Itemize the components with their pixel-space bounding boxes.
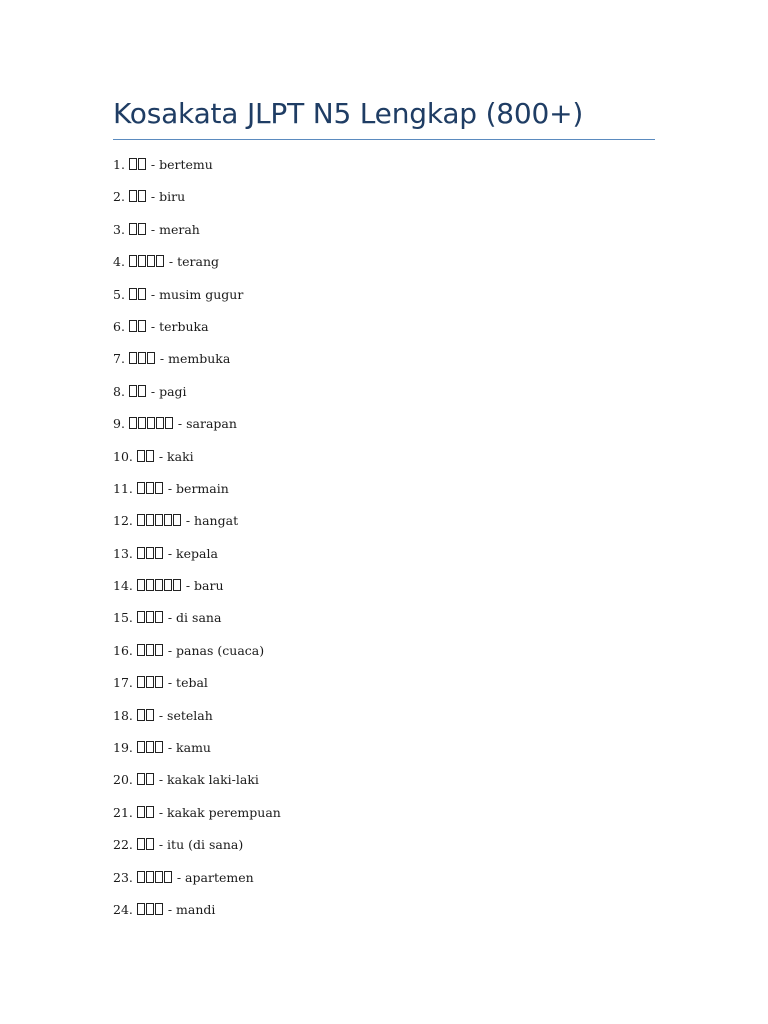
vocab-number: 12. bbox=[113, 513, 133, 529]
vocab-number: 3. bbox=[113, 221, 125, 237]
vocab-number: 21. bbox=[113, 804, 133, 820]
vocab-number: 19. bbox=[113, 740, 133, 756]
vocab-number: 11. bbox=[113, 480, 133, 496]
vocab-meaning: - kepala bbox=[167, 545, 218, 561]
missing-glyph-icon bbox=[129, 189, 147, 204]
vocab-meaning: - kakak laki-laki bbox=[158, 772, 259, 788]
vocab-item bbox=[113, 901, 655, 933]
vocab-item bbox=[113, 188, 655, 220]
vocab-item bbox=[113, 318, 655, 350]
missing-glyph-icon bbox=[137, 675, 164, 690]
vocab-number: 20. bbox=[113, 772, 133, 788]
vocab-number: 16. bbox=[113, 642, 133, 658]
vocab-meaning: - kamu bbox=[167, 740, 211, 756]
vocab-number: 8. bbox=[113, 383, 125, 399]
missing-glyph-icon bbox=[137, 837, 155, 852]
missing-glyph-icon bbox=[137, 481, 164, 496]
vocab-meaning: - terang bbox=[168, 254, 220, 270]
vocab-meaning: - apartemen bbox=[176, 869, 254, 885]
missing-glyph-icon bbox=[129, 351, 156, 366]
vocab-meaning: - itu (di sana) bbox=[158, 837, 244, 853]
vocab-meaning: - mandi bbox=[167, 901, 216, 917]
missing-glyph-icon bbox=[137, 870, 173, 885]
missing-glyph-icon bbox=[129, 384, 147, 399]
vocab-number: 24. bbox=[113, 901, 133, 917]
missing-glyph-icon bbox=[129, 157, 147, 172]
missing-glyph-icon bbox=[137, 546, 164, 561]
vocab-item bbox=[113, 771, 655, 803]
vocab-item bbox=[113, 609, 655, 641]
vocab-meaning: - membuka bbox=[159, 351, 231, 367]
vocab-number: 22. bbox=[113, 837, 133, 853]
vocab-meaning: - bertemu bbox=[150, 157, 213, 172]
vocab-meaning: - di sana bbox=[167, 610, 222, 626]
vocab-meaning: - merah bbox=[150, 221, 200, 237]
vocab-item bbox=[113, 350, 655, 382]
vocab-item bbox=[113, 739, 655, 771]
vocab-number: 18. bbox=[113, 707, 133, 723]
vocabulary-list bbox=[113, 156, 655, 933]
vocab-item bbox=[113, 415, 655, 447]
vocab-item bbox=[113, 642, 655, 674]
missing-glyph-icon bbox=[137, 643, 164, 658]
vocab-number: 9. bbox=[113, 416, 125, 432]
vocab-number: 1. bbox=[113, 157, 125, 172]
missing-glyph-icon bbox=[137, 740, 164, 755]
vocab-meaning: - tebal bbox=[167, 675, 208, 691]
vocab-meaning: - setelah bbox=[158, 707, 213, 723]
missing-glyph-icon bbox=[137, 610, 164, 625]
title-underline bbox=[113, 139, 655, 140]
missing-glyph-icon bbox=[137, 805, 155, 820]
missing-glyph-icon bbox=[129, 222, 147, 237]
vocab-item bbox=[113, 577, 655, 609]
vocab-meaning: - bermain bbox=[167, 480, 229, 496]
vocab-item bbox=[113, 512, 655, 544]
missing-glyph-icon bbox=[129, 319, 147, 334]
vocab-number: 5. bbox=[113, 286, 125, 302]
document-page bbox=[113, 92, 655, 933]
missing-glyph-icon bbox=[129, 254, 165, 269]
vocab-item bbox=[113, 448, 655, 480]
missing-glyph-icon bbox=[137, 902, 164, 917]
vocab-number: 17. bbox=[113, 675, 133, 691]
vocab-item bbox=[113, 383, 655, 415]
vocab-number: 4. bbox=[113, 254, 125, 270]
vocab-number: 6. bbox=[113, 318, 125, 334]
vocab-number: 13. bbox=[113, 545, 133, 561]
vocab-meaning: - baru bbox=[185, 578, 224, 594]
vocab-meaning: - musim gugur bbox=[150, 286, 244, 302]
vocab-meaning: - panas (cuaca) bbox=[167, 642, 265, 658]
vocab-item bbox=[113, 221, 655, 253]
vocab-meaning: - sarapan bbox=[177, 416, 237, 432]
vocab-number: 7. bbox=[113, 351, 125, 367]
vocab-number: 23. bbox=[113, 869, 133, 885]
missing-glyph-icon bbox=[137, 449, 155, 464]
vocab-meaning: - pagi bbox=[150, 383, 187, 399]
missing-glyph-icon bbox=[137, 708, 155, 723]
vocab-meaning: - kakak perempuan bbox=[158, 804, 281, 820]
missing-glyph-icon bbox=[137, 578, 182, 593]
vocab-item bbox=[113, 707, 655, 739]
vocab-number: 2. bbox=[113, 189, 125, 205]
vocab-meaning: - hangat bbox=[185, 513, 239, 529]
missing-glyph-icon bbox=[137, 513, 182, 528]
vocab-item bbox=[113, 674, 655, 706]
vocab-item bbox=[113, 545, 655, 577]
vocab-number: 10. bbox=[113, 448, 133, 464]
vocab-number: 15. bbox=[113, 610, 133, 626]
vocab-item bbox=[113, 804, 655, 836]
vocab-meaning: - kaki bbox=[158, 448, 194, 464]
vocab-meaning: - terbuka bbox=[150, 318, 209, 334]
vocab-item bbox=[113, 869, 655, 901]
vocab-item bbox=[113, 836, 655, 868]
vocab-item bbox=[113, 286, 655, 318]
missing-glyph-icon bbox=[137, 772, 155, 787]
vocab-number: 14. bbox=[113, 578, 133, 594]
vocab-item bbox=[113, 480, 655, 512]
missing-glyph-icon bbox=[129, 287, 147, 302]
document-title: Kosakata JLPT N5 Lengkap (800+) bbox=[113, 97, 584, 130]
vocab-meaning: - biru bbox=[150, 189, 186, 205]
vocab-item bbox=[113, 156, 655, 188]
vocab-item bbox=[113, 253, 655, 285]
missing-glyph-icon bbox=[129, 416, 174, 431]
